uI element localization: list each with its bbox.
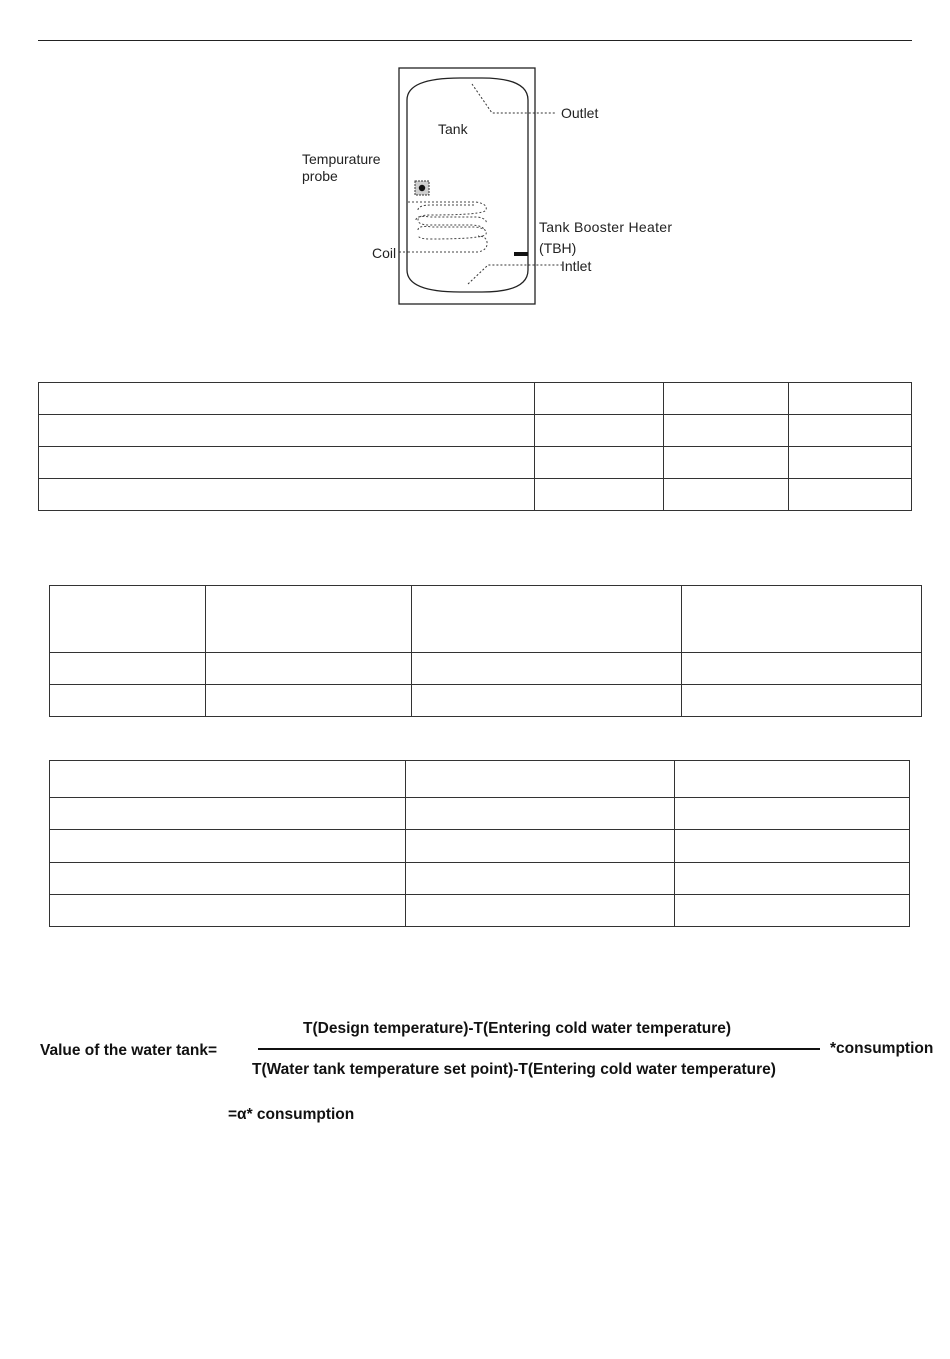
coil-label: Coil	[372, 245, 397, 261]
table-row	[39, 415, 912, 447]
table-cell	[675, 895, 910, 927]
table-row	[39, 479, 912, 511]
outlet-leader	[472, 84, 556, 113]
table-cell	[50, 830, 406, 863]
table-cell	[682, 685, 922, 717]
table-cell	[406, 863, 675, 895]
table-cell	[206, 653, 412, 685]
formula-numerator: T(Design temperature)-T(Entering cold water temperature)	[303, 1020, 732, 1037]
table-cell	[39, 415, 535, 447]
inlet-label: Intlet	[561, 258, 592, 274]
table-cell	[535, 479, 664, 511]
table-cell	[675, 761, 910, 798]
heater-label-line1: Tank Booster Heater	[539, 219, 673, 235]
table-row	[39, 447, 912, 479]
outlet-label: Outlet	[561, 105, 599, 121]
table-row	[39, 383, 912, 415]
tank-diagram	[0, 0, 950, 320]
table-cell	[682, 586, 922, 653]
table-cell	[50, 863, 406, 895]
formula-result: =α* consumption	[228, 1106, 355, 1123]
booster-heater-icon	[514, 252, 528, 256]
table-row	[50, 895, 910, 927]
table-cell	[50, 685, 206, 717]
table-cell	[789, 415, 912, 447]
table-cell	[406, 798, 675, 830]
table-cell	[39, 479, 535, 511]
table-row	[50, 685, 922, 717]
tank-label: Tank	[438, 121, 468, 137]
formula-denominator: T(Water tank temperature set point)-T(Entering cold water temperature)	[252, 1061, 776, 1078]
table-cell	[50, 895, 406, 927]
table-cell	[412, 653, 682, 685]
fraction-bar	[258, 1048, 820, 1050]
table-cell	[664, 415, 789, 447]
table-cell	[50, 586, 206, 653]
table-cell	[50, 798, 406, 830]
formula-lhs: Value of the water tank=	[40, 1042, 218, 1059]
table-cell	[412, 586, 682, 653]
heater-label-line2: (TBH)	[539, 240, 577, 256]
table-cell	[39, 447, 535, 479]
table-cell	[50, 761, 406, 798]
table-cell	[664, 447, 789, 479]
table-cell	[406, 830, 675, 863]
table-cell	[535, 447, 664, 479]
probe-label-line1: Tempurature	[302, 151, 381, 167]
table-cell	[406, 761, 675, 798]
table-3	[49, 760, 910, 927]
table-cell	[206, 586, 412, 653]
table-row	[50, 798, 910, 830]
table-cell	[39, 383, 535, 415]
table-row	[50, 830, 910, 863]
table-row	[50, 586, 922, 653]
table-2	[49, 585, 922, 717]
table-cell	[412, 685, 682, 717]
table-cell	[675, 798, 910, 830]
inlet-leader	[468, 265, 562, 284]
table-cell	[535, 415, 664, 447]
table-1	[38, 382, 912, 511]
table-cell	[206, 685, 412, 717]
table-cell	[675, 863, 910, 895]
table-cell	[682, 653, 922, 685]
table-cell	[675, 830, 910, 863]
table-row	[50, 653, 922, 685]
formula-multiplier: *consumption	[830, 1040, 934, 1057]
table-cell	[789, 479, 912, 511]
table-cell	[50, 653, 206, 685]
probe-label-line2: probe	[302, 168, 338, 184]
table-cell	[664, 479, 789, 511]
table-row	[50, 863, 910, 895]
table-cell	[789, 383, 912, 415]
table-cell	[535, 383, 664, 415]
table-cell	[406, 895, 675, 927]
table-cell	[789, 447, 912, 479]
table-cell	[664, 383, 789, 415]
coil-icon	[408, 202, 487, 252]
table-row	[50, 761, 910, 798]
probe-dot-icon	[419, 185, 425, 191]
